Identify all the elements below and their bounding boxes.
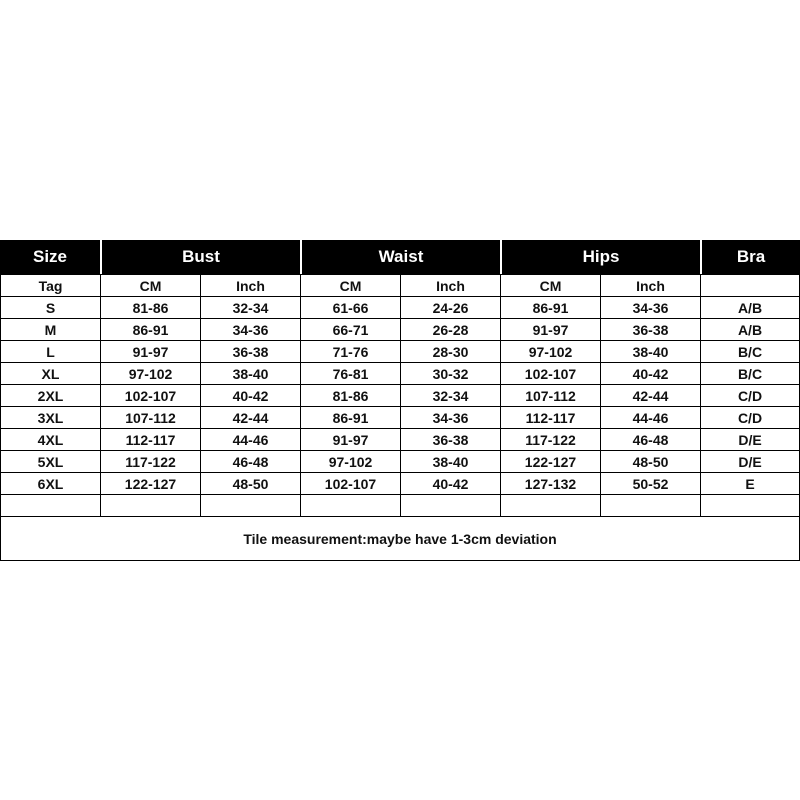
table-cell: 32-34 <box>401 385 501 406</box>
table-cell: 66-71 <box>301 319 401 340</box>
table-cell: 112-117 <box>501 407 601 428</box>
table-cell <box>601 495 701 516</box>
table-cell: 86-91 <box>501 297 601 318</box>
table-cell: 40-42 <box>601 363 701 384</box>
subheader-cell: CM <box>301 275 401 296</box>
table-cell: 42-44 <box>601 385 701 406</box>
table-cell: 26-28 <box>401 319 501 340</box>
table-cell <box>701 495 800 516</box>
table-cell: A/B <box>701 297 800 318</box>
header-hips: Hips <box>502 240 700 274</box>
table-cell: 46-48 <box>601 429 701 450</box>
table-cell: 48-50 <box>601 451 701 472</box>
table-cell: 81-86 <box>301 385 401 406</box>
table-cell: 48-50 <box>201 473 301 494</box>
table-cell: D/E <box>701 429 800 450</box>
table-cell: 3XL <box>0 407 101 428</box>
table-cell <box>301 495 401 516</box>
table-cell: 86-91 <box>101 319 201 340</box>
table-cell: 44-46 <box>601 407 701 428</box>
table-cell: 36-38 <box>601 319 701 340</box>
table-cell: C/D <box>701 407 800 428</box>
table-cell: S <box>0 297 101 318</box>
table-cell: 117-122 <box>501 429 601 450</box>
table-row <box>0 297 800 319</box>
subheader-cell: Inch <box>201 275 301 296</box>
table-row <box>0 341 800 363</box>
table-row <box>0 473 800 495</box>
table-cell: 102-107 <box>501 363 601 384</box>
table-cell: 107-112 <box>101 407 201 428</box>
table-row <box>0 385 800 407</box>
table-row <box>0 429 800 451</box>
table-row <box>0 495 800 517</box>
table-cell: 102-107 <box>301 473 401 494</box>
subheader-cell: CM <box>101 275 201 296</box>
subheader-cell: Tag <box>0 275 101 296</box>
table-cell: M <box>0 319 101 340</box>
table-cell: 97-102 <box>501 341 601 362</box>
header-bra: Bra <box>702 240 800 274</box>
table-cell: 91-97 <box>501 319 601 340</box>
table-cell: 24-26 <box>401 297 501 318</box>
table-cell: 91-97 <box>301 429 401 450</box>
table-cell: 97-102 <box>101 363 201 384</box>
table-cell: C/D <box>701 385 800 406</box>
table-cell <box>501 495 601 516</box>
table-cell: D/E <box>701 451 800 472</box>
table-cell: 30-32 <box>401 363 501 384</box>
table-cell: 34-36 <box>601 297 701 318</box>
table-cell: 40-42 <box>401 473 501 494</box>
table-cell: B/C <box>701 363 800 384</box>
header-size: Size <box>0 240 100 274</box>
table-cell: 122-127 <box>501 451 601 472</box>
header-waist: Waist <box>302 240 500 274</box>
table-cell: 5XL <box>0 451 101 472</box>
table-cell: 38-40 <box>201 363 301 384</box>
table-cell: 42-44 <box>201 407 301 428</box>
table-cell: 36-38 <box>401 429 501 450</box>
table-cell <box>0 495 101 516</box>
subheader-cell: Inch <box>401 275 501 296</box>
table-cell: 61-66 <box>301 297 401 318</box>
table-cell: 46-48 <box>201 451 301 472</box>
table-cell: 81-86 <box>101 297 201 318</box>
table-cell: 34-36 <box>201 319 301 340</box>
table-cell: 102-107 <box>101 385 201 406</box>
subheader-row <box>0 275 800 297</box>
table-cell: 117-122 <box>101 451 201 472</box>
table-cell: 112-117 <box>101 429 201 450</box>
size-table-body <box>0 274 800 517</box>
table-cell: XL <box>0 363 101 384</box>
table-cell: 127-132 <box>501 473 601 494</box>
table-row <box>0 319 800 341</box>
table-row <box>0 451 800 473</box>
subheader-cell <box>701 275 800 296</box>
measurement-note: Tile measurement:maybe have 1-3cm deviation <box>0 517 800 561</box>
table-cell: 97-102 <box>301 451 401 472</box>
table-cell: E <box>701 473 800 494</box>
table-cell: 40-42 <box>201 385 301 406</box>
header-bust: Bust <box>102 240 300 274</box>
table-cell: 38-40 <box>401 451 501 472</box>
table-cell: 76-81 <box>301 363 401 384</box>
table-cell: 50-52 <box>601 473 701 494</box>
table-cell: 71-76 <box>301 341 401 362</box>
table-row <box>0 363 800 385</box>
subheader-cell: CM <box>501 275 601 296</box>
table-cell: 34-36 <box>401 407 501 428</box>
table-cell: 4XL <box>0 429 101 450</box>
table-cell: 32-34 <box>201 297 301 318</box>
table-cell: B/C <box>701 341 800 362</box>
table-row <box>0 407 800 429</box>
table-cell <box>201 495 301 516</box>
table-cell: 2XL <box>0 385 101 406</box>
table-cell <box>401 495 501 516</box>
subheader-cell: Inch <box>601 275 701 296</box>
table-cell: 91-97 <box>101 341 201 362</box>
table-cell <box>101 495 201 516</box>
table-cell: L <box>0 341 101 362</box>
table-cell: 36-38 <box>201 341 301 362</box>
table-cell: 38-40 <box>601 341 701 362</box>
table-cell: 6XL <box>0 473 101 494</box>
table-cell: 107-112 <box>501 385 601 406</box>
table-cell: 122-127 <box>101 473 201 494</box>
header-row <box>0 240 800 274</box>
size-chart <box>0 240 800 561</box>
table-cell: A/B <box>701 319 800 340</box>
table-cell: 44-46 <box>201 429 301 450</box>
table-cell: 86-91 <box>301 407 401 428</box>
table-cell: 28-30 <box>401 341 501 362</box>
